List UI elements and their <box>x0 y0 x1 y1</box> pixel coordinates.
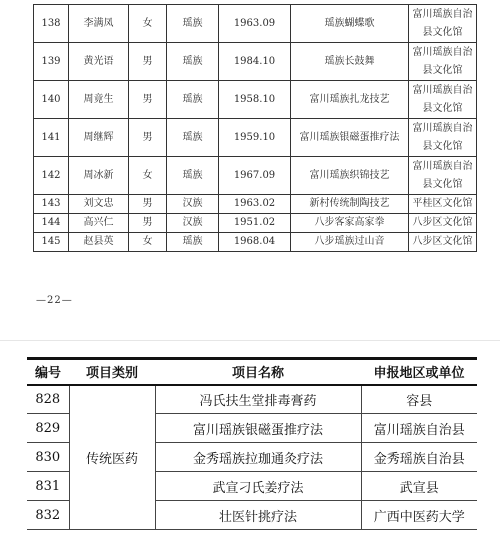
protection-unit: 富川瑶族自治县文化馆 <box>409 81 477 119</box>
project-name: 八步客家高家拳 <box>291 214 409 233</box>
header-region: 申报地区或单位 <box>361 359 477 385</box>
project-name: 瑶族长鼓舞 <box>291 43 409 81</box>
protection-unit: 富川瑶族自治县文化馆 <box>409 119 477 157</box>
table-row <box>34 214 477 233</box>
project-number: 828 <box>27 385 69 414</box>
protection-unit: 八步区文化馆 <box>409 214 477 233</box>
table-row <box>34 43 477 81</box>
ethnicity: 瑶族 <box>167 119 219 157</box>
row-number: 142 <box>34 157 69 195</box>
project-list-table <box>27 357 477 530</box>
inheritor-name: 高兴仁 <box>69 214 129 233</box>
project-name: 壮医针挑疗法 <box>155 501 361 530</box>
row-number: 145 <box>34 233 69 252</box>
ethnicity: 瑶族 <box>167 157 219 195</box>
project-region: 富川瑶族自治县 <box>361 414 477 443</box>
project-region: 广西中医药大学 <box>361 501 477 530</box>
table-row <box>34 233 477 252</box>
table-row <box>34 157 477 195</box>
protection-unit: 平桂区文化馆 <box>409 195 477 214</box>
table-row <box>34 195 477 214</box>
row-number: 143 <box>34 195 69 214</box>
row-number: 144 <box>34 214 69 233</box>
protection-unit: 富川瑶族自治县文化馆 <box>409 43 477 81</box>
birth-date: 1958.10 <box>219 81 291 119</box>
project-name: 富川瑶族银磁蛋推疗法 <box>291 119 409 157</box>
gender: 男 <box>129 81 167 119</box>
ethnicity: 瑶族 <box>167 81 219 119</box>
project-region: 金秀瑶族自治县 <box>361 443 477 472</box>
gender: 男 <box>129 43 167 81</box>
project-name: 八步瑶族过山音 <box>291 233 409 252</box>
gender: 男 <box>129 195 167 214</box>
birth-date: 1963.09 <box>219 5 291 43</box>
protection-unit: 富川瑶族自治县文化馆 <box>409 5 477 43</box>
gender: 男 <box>129 119 167 157</box>
header-category: 项目类别 <box>69 359 155 385</box>
row-number: 138 <box>34 5 69 43</box>
project-region: 容县 <box>361 385 477 414</box>
project-name: 武宣刁氏姜疗法 <box>155 472 361 501</box>
ethnicity: 瑶族 <box>167 43 219 81</box>
row-number: 139 <box>34 43 69 81</box>
birth-date: 1951.02 <box>219 214 291 233</box>
gender: 女 <box>129 157 167 195</box>
project-name: 金秀瑶族拉珈通灸疗法 <box>155 443 361 472</box>
row-number: 141 <box>34 119 69 157</box>
table-row <box>34 119 477 157</box>
project-number: 831 <box>27 472 69 501</box>
inheritor-name: 周冰新 <box>69 157 129 195</box>
inheritor-list-table <box>33 4 477 252</box>
table-row <box>27 385 477 414</box>
project-name: 富川瑶族银磁蛋推疗法 <box>155 414 361 443</box>
ethnicity: 瑶族 <box>167 233 219 252</box>
birth-date: 1967.09 <box>219 157 291 195</box>
project-name: 富川瑶族扎龙技艺 <box>291 81 409 119</box>
project-region: 武宣县 <box>361 472 477 501</box>
inheritor-name: 刘文忠 <box>69 195 129 214</box>
row-number: 140 <box>34 81 69 119</box>
project-category: 传统医药 <box>69 385 155 530</box>
page-number: —22— <box>36 295 73 306</box>
birth-date: 1968.04 <box>219 233 291 252</box>
header-number: 编号 <box>27 359 69 385</box>
table-row <box>34 81 477 119</box>
protection-unit: 富川瑶族自治县文化馆 <box>409 157 477 195</box>
project-number: 830 <box>27 443 69 472</box>
ethnicity: 瑶族 <box>167 5 219 43</box>
birth-date: 1984.10 <box>219 43 291 81</box>
inheritor-name: 李满凤 <box>69 5 129 43</box>
table-header-row <box>27 359 477 385</box>
project-name: 富川瑶族织锦技艺 <box>291 157 409 195</box>
gender: 女 <box>129 233 167 252</box>
gender: 女 <box>129 5 167 43</box>
header-project-name: 项目名称 <box>155 359 361 385</box>
birth-date: 1963.02 <box>219 195 291 214</box>
page-divider <box>0 340 500 341</box>
inheritor-name: 赵县英 <box>69 233 129 252</box>
inheritor-name: 周继辉 <box>69 119 129 157</box>
project-number: 829 <box>27 414 69 443</box>
inheritor-name: 周竟生 <box>69 81 129 119</box>
project-name: 新村传统制陶技艺 <box>291 195 409 214</box>
project-name: 瑶族蝴蝶歌 <box>291 5 409 43</box>
inheritor-name: 黄光语 <box>69 43 129 81</box>
table-row <box>34 5 477 43</box>
project-name: 冯氏扶生堂排毒膏药 <box>155 385 361 414</box>
birth-date: 1959.10 <box>219 119 291 157</box>
gender: 男 <box>129 214 167 233</box>
ethnicity: 汉族 <box>167 214 219 233</box>
project-number: 832 <box>27 501 69 530</box>
protection-unit: 八步区文化馆 <box>409 233 477 252</box>
ethnicity: 汉族 <box>167 195 219 214</box>
